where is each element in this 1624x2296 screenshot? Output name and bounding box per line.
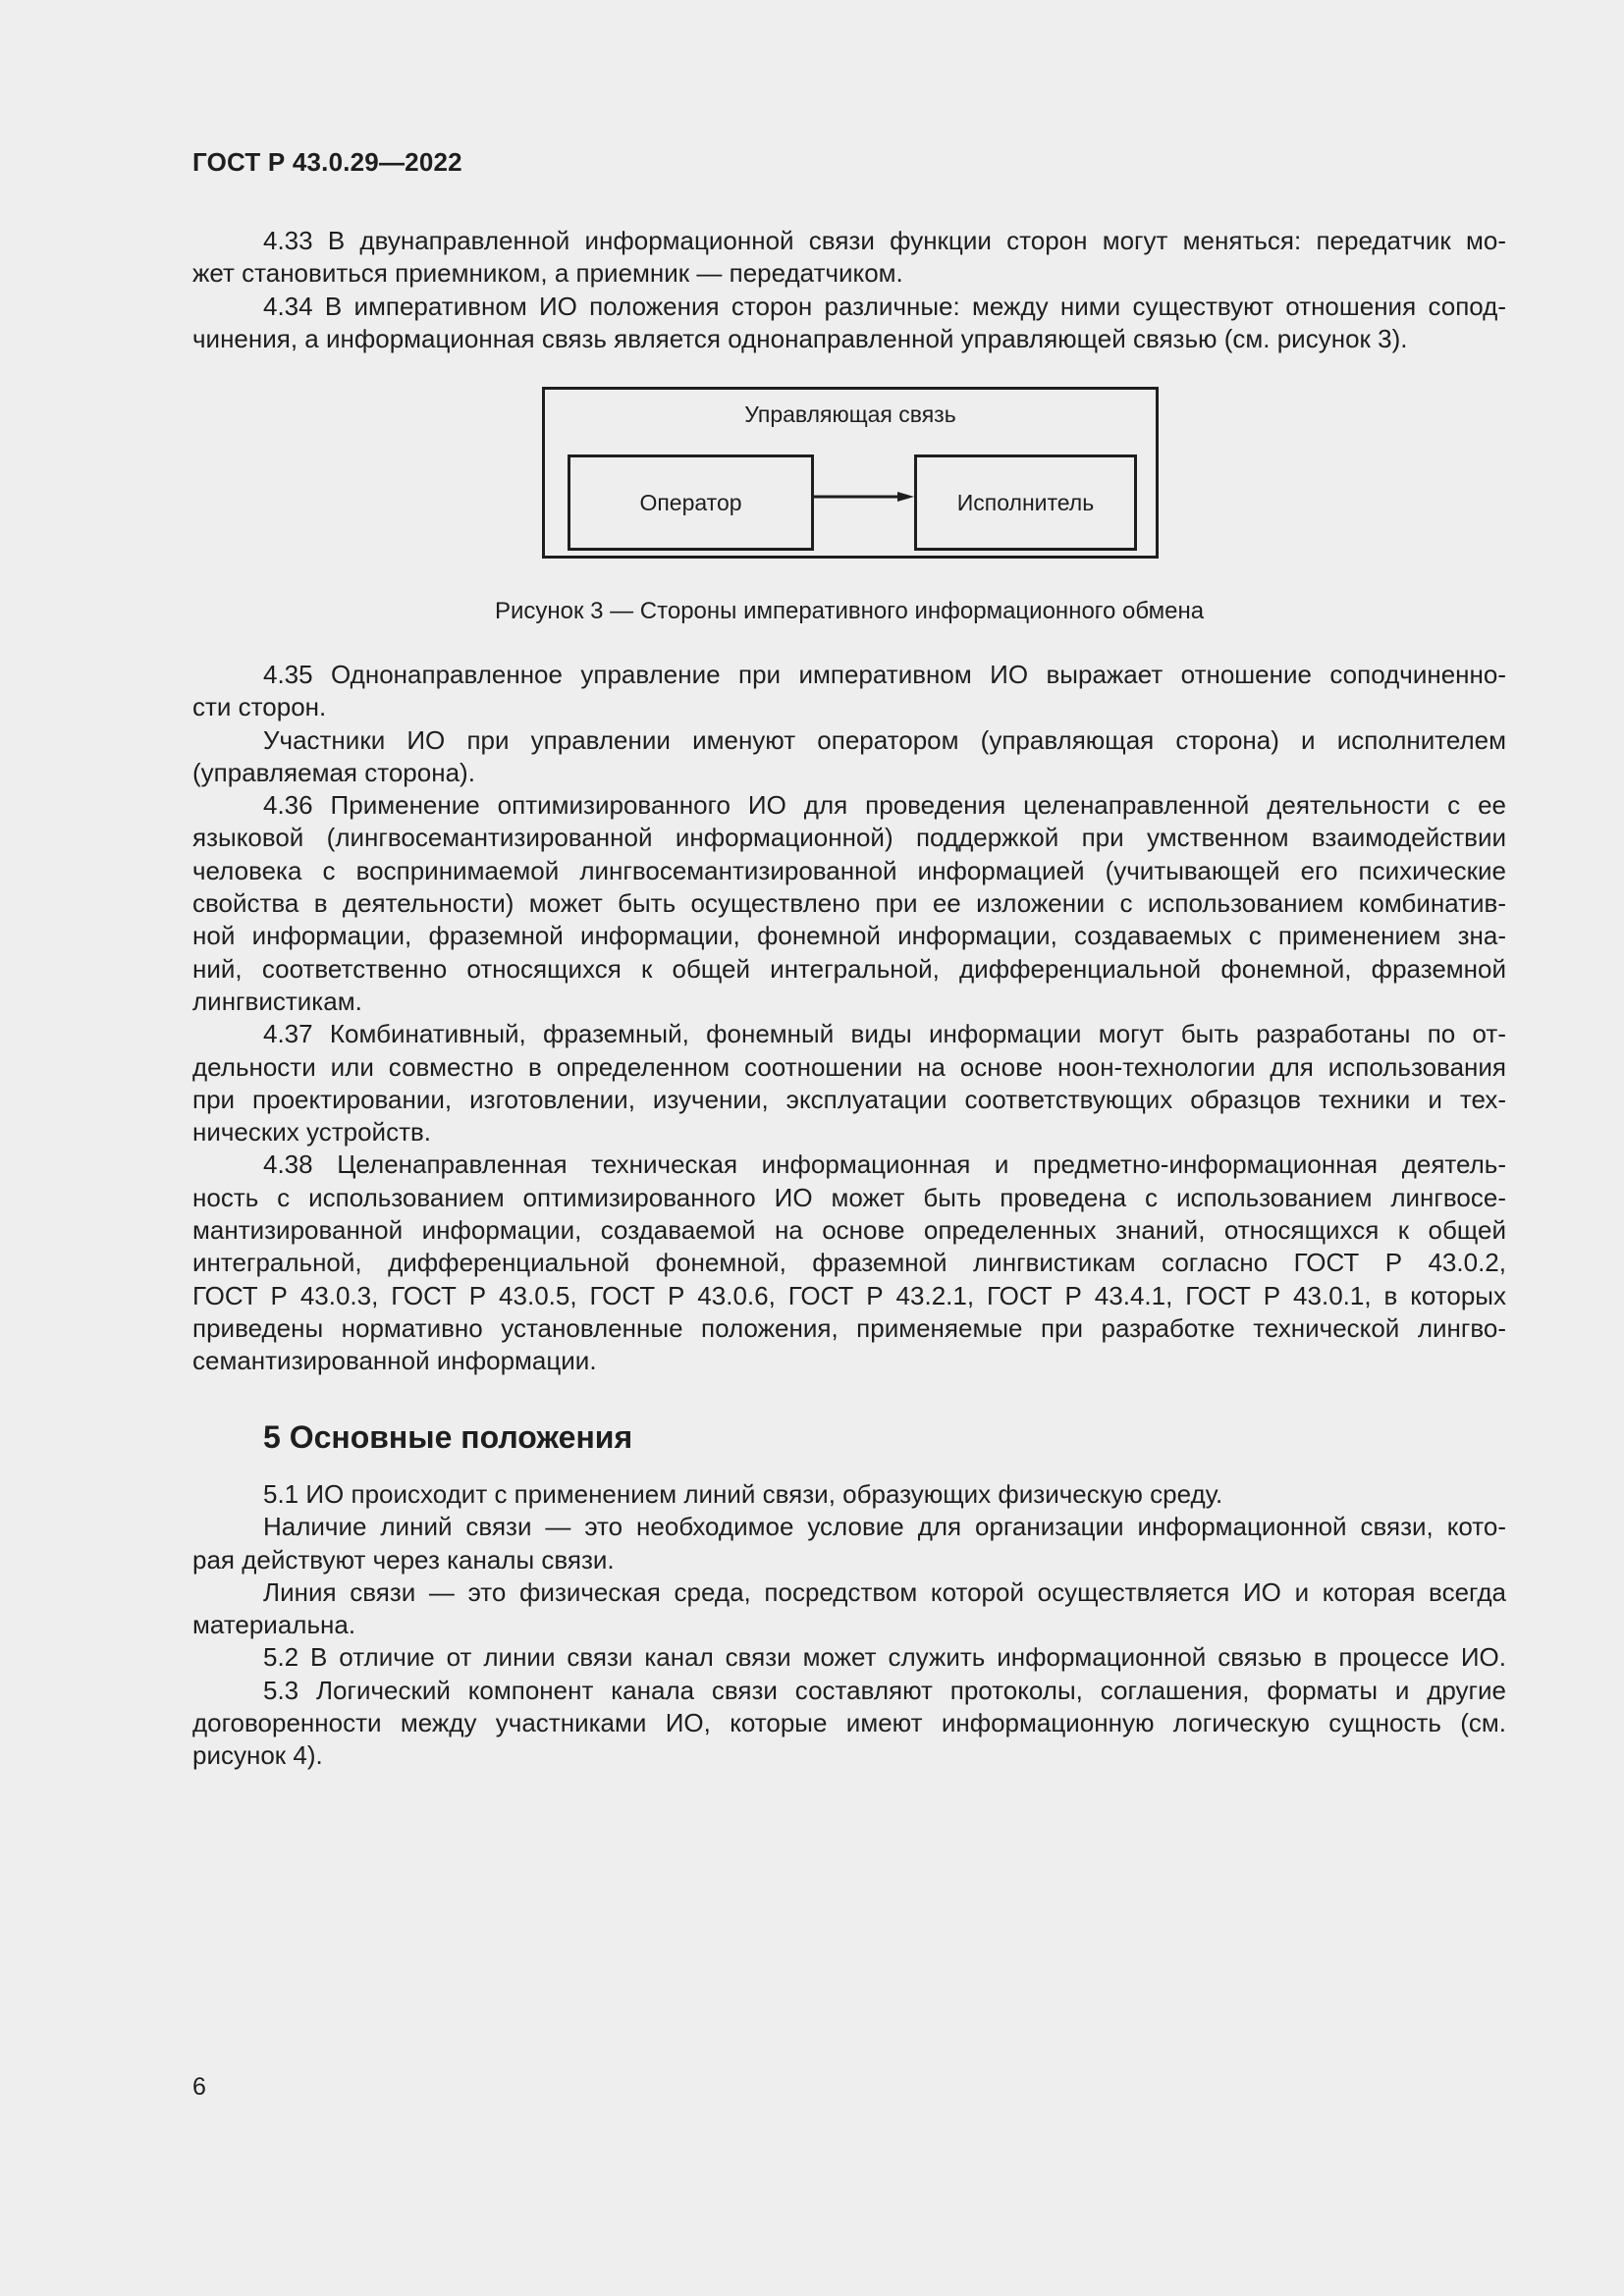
text-block-4-35-4-38 bbox=[192, 659, 1506, 1378]
control-arrow-icon bbox=[811, 489, 917, 505]
text-line: договоренности между участниками ИО, которые имеют информационную логическую сущность (см. bbox=[192, 1708, 1506, 1738]
text-line: интегральной, дифференциальной фонемной, фраземной лингвистикам согласно ГОСТ Р 43.0.2, bbox=[192, 1248, 1506, 1278]
text-line: рисунок 4). bbox=[192, 1740, 323, 1771]
text-line: дельности или совместно в определенном соотношении на основе ноон-технологии для использования bbox=[192, 1051, 1506, 1082]
text-line: семантизированной информации. bbox=[192, 1346, 597, 1376]
text-line: Линия связи — это физическая среда, посредством которой осуществляется ИО и которая всегда bbox=[263, 1576, 1506, 1607]
text-line: 5.2 В отличие от линии связи канал связи может служить информационной связью в процессе ИО. bbox=[263, 1642, 1506, 1673]
text-line: человека с воспринимаемой лингвосемантизированной информацией (учитывающей его психические bbox=[192, 855, 1506, 885]
text-line: (управляемая сторона). bbox=[192, 757, 475, 787]
text-line: 5.1 ИО происходит с применением линий связи, образующих физическую среду. bbox=[263, 1479, 1223, 1509]
standard-code-header: ГОСТ Р 43.0.29—2022 bbox=[192, 147, 462, 177]
operator-node-label: Оператор bbox=[639, 489, 742, 515]
operator-node bbox=[568, 454, 814, 551]
text-line: сти сторон. bbox=[192, 692, 327, 722]
text-line: при проектировании, изготовлении, изучении, эксплуатации соответствующих образцов техники и тех- bbox=[192, 1084, 1506, 1114]
diagram-frame-label: Управляющая связь bbox=[744, 401, 956, 427]
text-line: 4.35 Однонаправленное управление при императивном ИО выражает отношение соподчиненно- bbox=[263, 660, 1506, 689]
text-line: ГОСТ Р 43.0.3, ГОСТ Р 43.0.5, ГОСТ Р 43.0.6, ГОСТ Р 43.2.1, ГОСТ Р 43.4.1, ГОСТ Р 43.0.1, в которых bbox=[192, 1280, 1506, 1310]
text-line: лингвистикам. bbox=[192, 986, 362, 1016]
executor-node bbox=[914, 454, 1137, 551]
control-link-diagram bbox=[542, 387, 1159, 559]
figure-caption: Рисунок 3 — Стороны императивного информационного обмена bbox=[494, 598, 1205, 624]
text-block-section-5 bbox=[192, 1478, 1506, 1773]
text-line: 4.37 Комбинативный, фраземный, фонемный виды информации могут быть разработаны по от- bbox=[263, 1019, 1506, 1049]
text-line: ной информации, фраземной информации, фонемной информации, создаваемых с применением зна- bbox=[192, 921, 1506, 951]
text-line: ность с использованием оптимизированного ИО может быть проведена с использованием лингвосе- bbox=[192, 1182, 1506, 1212]
text-line: Участники ИО при управлении именуют оператором (управляющая сторона) и исполнителем bbox=[263, 724, 1506, 755]
text-line: Наличие линий связи — это необходимое условие для организации информационной связи, кото- bbox=[263, 1512, 1506, 1542]
text-line: ний, соответственно относящихся к общей интегральной, дифференциальной фонемной, фраземной bbox=[192, 953, 1506, 984]
text-line: жет становиться приемником, а приемник — передатчиком. bbox=[192, 258, 903, 289]
text-line: свойства в деятельности) может быть осуществлено при ее изложении с использованием комбинатив- bbox=[192, 888, 1506, 919]
text-line: 4.36 Применение оптимизированного ИО для проведения целенаправленной деятельности с ее bbox=[263, 790, 1506, 821]
executor-node-label: Исполнитель bbox=[956, 489, 1095, 515]
text-line: мантизированной информации, создаваемой на основе определенных знаний, относящихся к общей bbox=[192, 1215, 1506, 1246]
text-line: 5.3 Логический компонент канала связи составляют протоколы, соглашения, форматы и другие bbox=[263, 1675, 1506, 1705]
text-line: чинения, а информационная связь является однонаправленной управляющей связью (см. рисунок 3). bbox=[192, 323, 1408, 353]
text-line: нических устройств. bbox=[192, 1117, 432, 1148]
text-line: 4.38 Целенаправленная техническая информационная и предметно-информационная деятель- bbox=[263, 1149, 1506, 1180]
section-heading: 5 Основные положения bbox=[263, 1419, 633, 1455]
text-line: приведены нормативно установленные положения, применяемые при разработке технической лингво- bbox=[192, 1312, 1506, 1343]
text-line: 4.33 В двунаправленной информационной связи функции сторон могут меняться: передатчик мо- bbox=[263, 226, 1506, 255]
text-line: материальна. bbox=[192, 1610, 356, 1640]
text-line: языковой (лингвосемантизированной информационной) поддержкой при умственном взаимодействии bbox=[192, 823, 1506, 853]
text-line: рая действуют через каналы связи. bbox=[192, 1544, 615, 1575]
text-line: 4.34 В императивном ИО положения сторон различные: между ними существуют отношения сопод- bbox=[263, 291, 1506, 321]
text-block-4-33-4-34 bbox=[192, 225, 1506, 355]
page-number: 6 bbox=[192, 2073, 206, 2101]
